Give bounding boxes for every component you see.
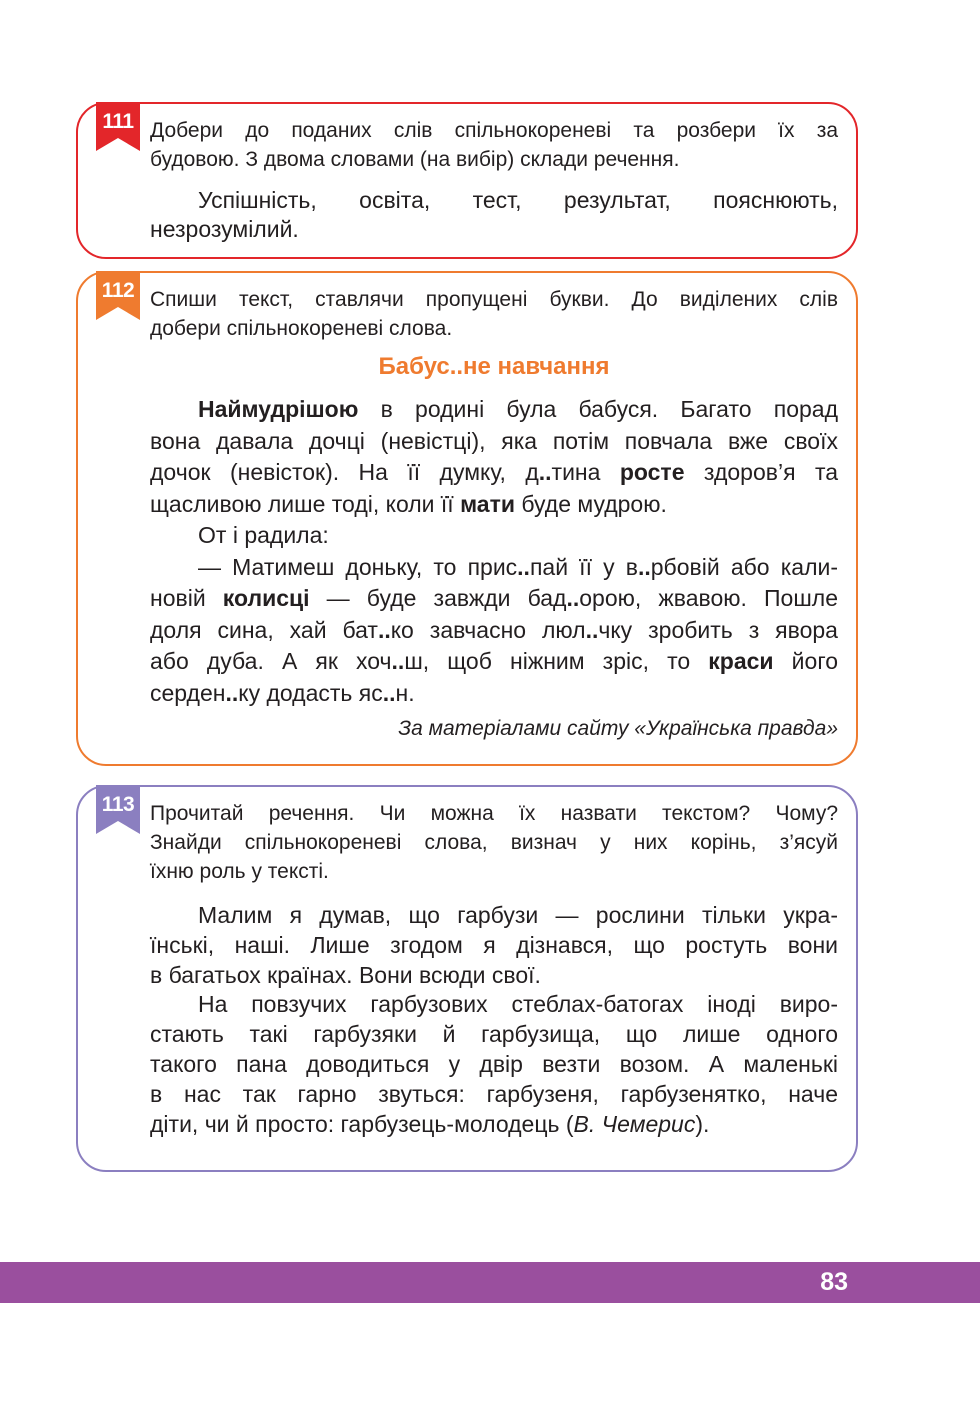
words-line: незрозумілий. [150, 216, 299, 242]
exercise-text [150, 394, 838, 709]
text-line: Малим я думав, що гарбузи — рослини тільки укра- [198, 902, 838, 928]
exercise-number-badge [96, 785, 140, 834]
text-line: щасливою лише тоді, коли її мати буде мудрою. [150, 490, 667, 517]
exercise-113 [76, 785, 858, 1172]
page-footer-bar [0, 1262, 980, 1303]
text-line: новій колисці — буде завжди бад..орою, жвавою. Пошле [150, 585, 838, 611]
text-line: На повзучих гарбузових стеблах-батогах іноді виро- [198, 991, 838, 1018]
text-line: дочок (невісток). На її думку, д..тина росте здоров’я та [150, 459, 839, 485]
task-line: будовою. З двома словами (на вибір) склади речення. [150, 148, 680, 171]
task-line: Спиши текст, ставлячи пропущені букви. До виділених слів [150, 288, 838, 311]
author: В. Чемерис [573, 1110, 696, 1137]
text-line: От і радила: [198, 522, 329, 548]
text-source: За матеріалами сайту «Українська правда» [398, 717, 838, 740]
text-line: стають такі гарбузяки й гарбузища, що лише одного [150, 1021, 838, 1048]
exercise-112 [76, 271, 858, 766]
text-title: Бабус..не навчання [378, 353, 610, 380]
page-number: 83 [820, 1268, 848, 1296]
text-line: Наймудрішою в родині була бабуся. Багато порад [198, 396, 838, 422]
exercise-number-badge [96, 102, 140, 151]
text-line: або дуба. А як хоч..ш, щоб ніжним зріс, то краси його [150, 648, 838, 674]
exercise-number-badge [96, 271, 140, 320]
exercise-number: 112 [101, 279, 135, 302]
exercise-task [150, 285, 838, 343]
text-line: в багатьох країнах. Вони всюди свої. [150, 961, 541, 988]
text-line: вона давала дочці (невістці), яка потім повчала вже своїх [150, 427, 838, 454]
words-line: Успішність, освіта, тест, результат, пояснюють, [198, 187, 838, 213]
exercise-task [150, 116, 838, 174]
exercise-111 [76, 102, 858, 259]
text-line: — Матимеш доньку, то прис..пай її у в..рбовій або кали- [198, 553, 839, 580]
task-line: Знайди спільнокореневі слова, визнач у них корінь, з’ясуй [150, 831, 838, 854]
exercise-number: 111 [102, 110, 134, 133]
text-line: доля сина, хай бат..ко завчасно люл..чку зробить з явора [150, 616, 838, 643]
exercise-text [150, 901, 838, 1139]
text-line: діти, чи й просто: гарбузець-молодець (В. Чемерис). [150, 1110, 710, 1137]
exercise-task [150, 799, 838, 886]
task-line: Прочитай речення. Чи можна їх назвати текстом? Чому? [150, 802, 838, 825]
text-line: такого пана доводиться у двір везти возом. А маленькі [150, 1050, 838, 1077]
task-line: їхню роль у тексті. [150, 860, 329, 883]
exercise-number: 113 [101, 793, 135, 816]
task-line: добери спільнокореневі слова. [150, 317, 453, 340]
text-line: їнські, наші. Лише згодом я дізнався, що ростуть вони [150, 931, 838, 958]
task-line: Добери до поданих слів спільнокореневі та розбери їх за [150, 119, 838, 142]
exercise-words [150, 186, 838, 244]
text-line: серден..ку додасть яс..н. [150, 679, 415, 706]
text-line: в нас так гарно звуться: гарбузеня, гарбузенятко, наче [150, 1080, 838, 1107]
